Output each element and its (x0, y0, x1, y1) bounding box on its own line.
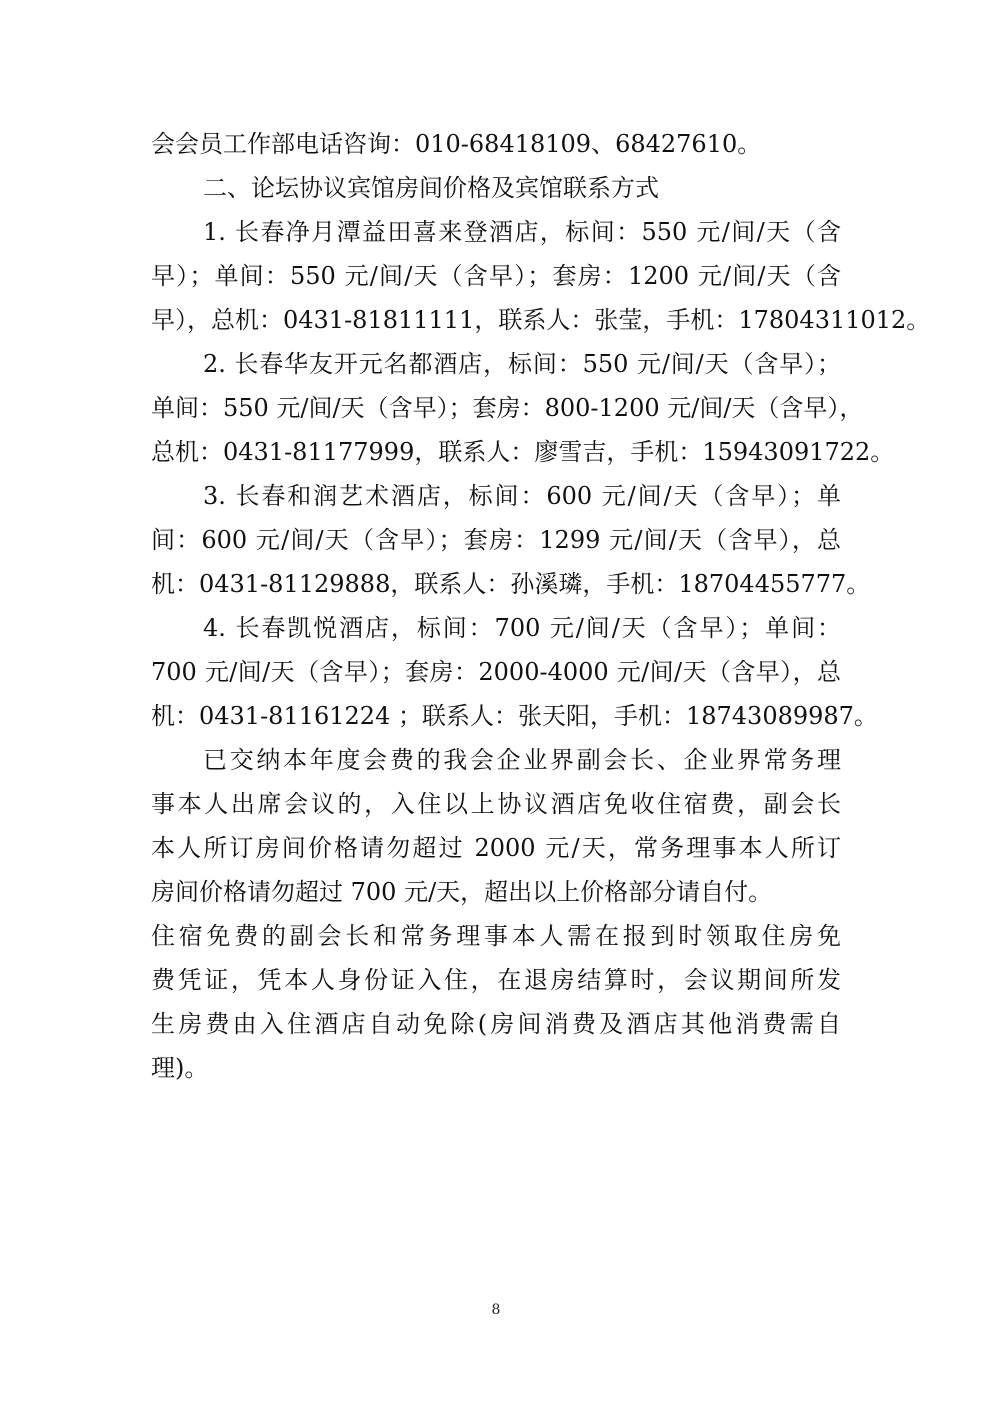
text-line: 机：0431-81161224 ；联系人：张天阳，手机：18743089987。 (151, 702, 878, 730)
page-number: 8 (491, 1302, 501, 1318)
text-line: 房间价格请勿超过 700 元/天，超出以上价格部分请自付。 (151, 878, 773, 906)
text-line: 已交纳本年度会费的我会企业界副会长、企业界常务理 (203, 746, 841, 774)
text-line: 4. 长春凯悦酒店，标间：700 元/间/天（含早）；单间： (203, 614, 841, 642)
text-line: 1. 长春净月潭益田喜来登酒店，标间：550 元/间/天（含 (203, 218, 841, 246)
text-line: 会会员工作部电话咨询：010-68418109、68427610。 (151, 130, 762, 158)
text-line: 单间：550 元/间/天（含早）；套房：800-1200 元/间/天（含早）， (151, 394, 864, 422)
text-line: 总机：0431-81177999，联系人：廖雪吉，手机：15943091722。 (151, 438, 895, 466)
text-line: 700 元/间/天（含早）；套房：2000-4000 元/间/天（含早），总 (151, 658, 841, 686)
text-line: 事本人出席会议的，入住以上协议酒店免收住宿费，副会长 (151, 790, 841, 818)
text-line: 早）；单间：550 元/间/天（含早）；套房：1200 元/间/天（含 (151, 262, 841, 290)
text-line: 住宿免费的副会长和常务理事本人需在报到时领取住房免 (151, 922, 841, 950)
text-line: 本人所订房间价格请勿超过 2000 元/天，常务理事本人所订 (151, 834, 841, 862)
text-line: 2. 长春华友开元名都酒店，标间：550 元/间/天（含早）； (203, 350, 841, 378)
text-line: 3. 长春和润艺术酒店，标间：600 元/间/天（含早）；单 (203, 482, 841, 510)
section-heading: 二、论坛协议宾馆房间价格及宾馆联系方式 (203, 174, 659, 202)
text-line: 早），总机：0431-81811111，联系人：张莹，手机：17804311012。 (151, 306, 931, 334)
text-line: 机：0431-81129888，联系人：孙溪璘，手机：18704455777。 (151, 570, 871, 598)
text-line: 理)。 (151, 1054, 209, 1082)
text-line: 间：600 元/间/天（含早）；套房：1299 元/间/天（含早），总 (151, 526, 841, 554)
document-body (151, 122, 931, 1090)
text-line: 生房费由入住酒店自动免除(房间消费及酒店其他消费需自 (151, 1010, 841, 1038)
text-line: 费凭证，凭本人身份证入住，在退房结算时，会议期间所发 (151, 966, 841, 994)
